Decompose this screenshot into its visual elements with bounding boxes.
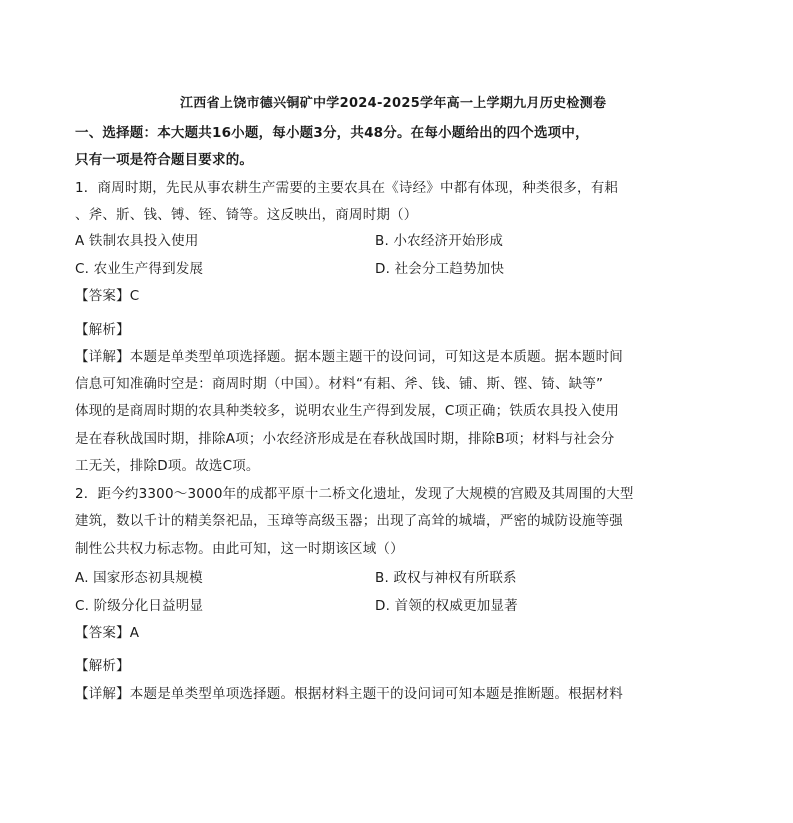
section-heading: 一、选择题：本大题共16小题，每小题3分，共48分。在每小题给出的四个选项中， <box>75 125 589 141</box>
question-1-detail-3: 体现的是商周时期的农具种类较多，说明农业生产得到发展，C项正确；铁质农具投入使用 <box>75 403 619 419</box>
question-1-detail-2: 信息可知准确时空是：商周时期（中国）。材料“有耜、斧、钱、铺、斯、铿、锜、缺等” <box>75 376 604 392</box>
question-1-stem: 1．商周时期，先民从事农耕生产需要的主要农具在《诗经》中都有体现，种类很多，有耜 <box>75 180 619 196</box>
question-1-option-a: A 铁制农具投入使用 <box>75 233 199 249</box>
question-2-option-d: D. 首领的权威更加显著 <box>375 598 518 614</box>
section-heading-cont: 只有一项是符合题目要求的。 <box>75 152 254 168</box>
question-2-option-a: A. 国家形态初具规模 <box>75 570 203 586</box>
question-1-answer: 【答案】C <box>75 288 140 304</box>
question-1-option-c: C. 农业生产得到发展 <box>75 261 204 277</box>
question-2-detail: 【详解】本题是单类型单项选择题。根据材料主题干的设问词可知本题是推断题。根据材料 <box>75 686 623 702</box>
question-1-option-b: B. 小农经济开始形成 <box>375 233 504 249</box>
document-title: 江西省上饶市德兴铜矿中学2024-2025学年高一上学期九月历史检测卷 <box>180 96 607 111</box>
question-2-stem-cont-2: 制性公共权力标志物。由此可知，这一时期该区域（） <box>75 541 404 557</box>
question-2-stem: 2．距今约3300～3000年的成都平原十二桥文化遗址，发现了大规模的宫殿及其周围的大型 <box>75 486 634 502</box>
question-2-option-b: B. 政权与神权有所联系 <box>375 570 517 586</box>
question-1-stem-cont: 、斧、斨、钱、镈、铚、锜等。这反映出，商周时期（） <box>75 207 418 223</box>
question-2-analysis-label: 【解析】 <box>75 658 130 674</box>
question-1-option-d: D. 社会分工趋势加快 <box>375 261 505 277</box>
question-2-stem-cont: 建筑，数以千计的精美祭祀品，玉璋等高级玉器；出现了高耸的城墙，严密的城防设施等强 <box>75 513 623 529</box>
question-2-answer: 【答案】A <box>75 625 140 641</box>
question-1-analysis-label: 【解析】 <box>75 322 130 338</box>
question-2-option-c: C. 阶级分化日益明显 <box>75 598 204 614</box>
question-1-detail: 【详解】本题是单类型单项选择题。据本题主题干的设问词，可知这是本质题。据本题时间 <box>75 349 623 365</box>
question-1-detail-5: 工无关，排除D项。故选C项。 <box>75 458 260 474</box>
question-1-detail-4: 是在春秋战国时期，排除A项；小农经济形成是在春秋战国时期，排除B项；材料与社会分 <box>75 431 615 447</box>
